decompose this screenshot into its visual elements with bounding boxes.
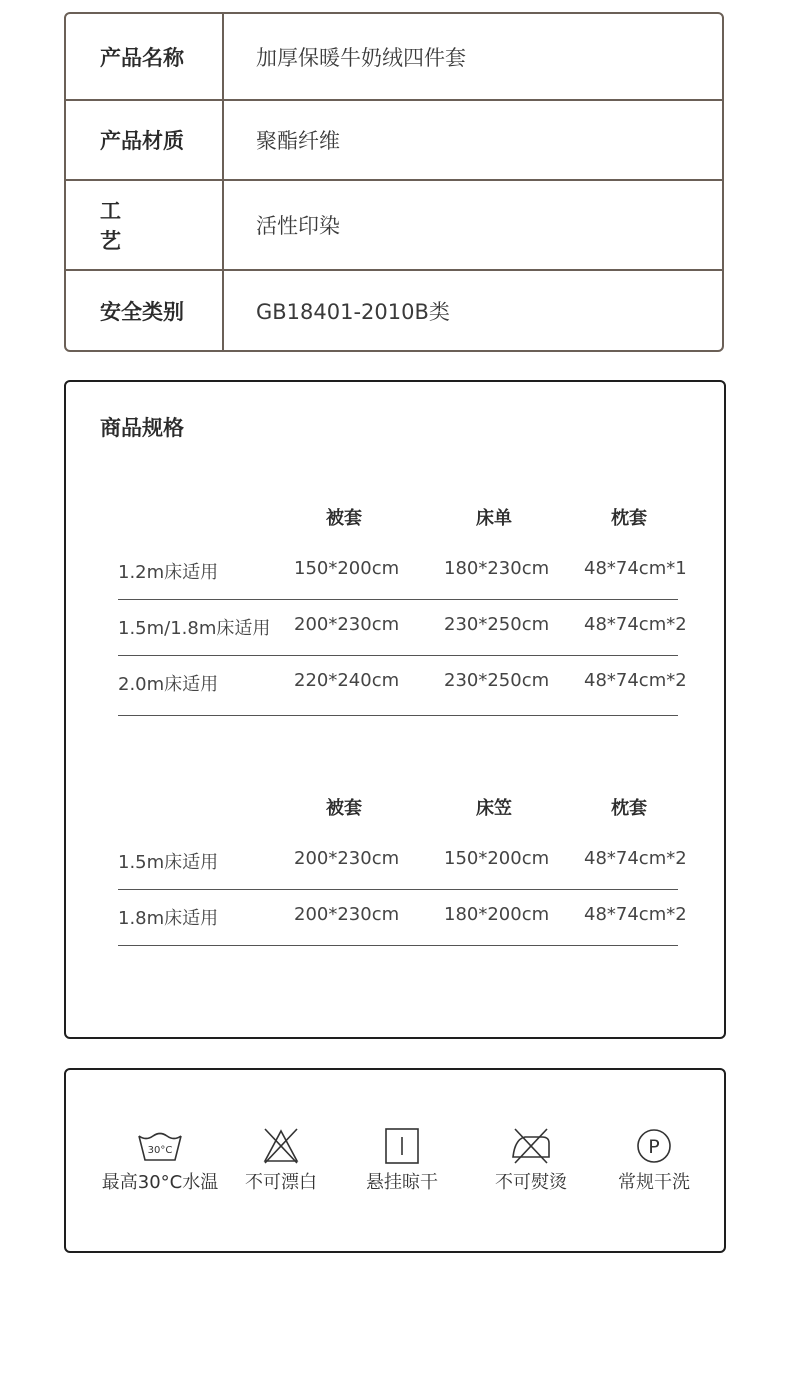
care-label: 悬挂晾干 — [366, 1172, 438, 1193]
table-row — [118, 834, 687, 890]
wash-30-icon — [136, 1126, 184, 1166]
care-label: 常规干洗 — [618, 1172, 690, 1193]
info-row-safety — [66, 270, 722, 352]
table-cell: 1.2m床适用 — [118, 562, 219, 583]
care-label: 最高30°C水温 — [101, 1172, 219, 1193]
table-row — [118, 544, 687, 600]
info-row-process — [66, 180, 722, 269]
table-row — [118, 890, 687, 946]
table-cell: 48*74cm*2 — [584, 614, 687, 635]
table-cell: 48*74cm*2 — [584, 670, 687, 691]
header-cell: 被套 — [326, 798, 362, 819]
info-value: 活性印染 — [256, 213, 340, 238]
info-label: 工艺 — [100, 198, 163, 253]
svg-text:30°C: 30°C — [147, 1145, 173, 1156]
info-label: 产品材质 — [100, 128, 184, 153]
header-cell: 床笠 — [476, 798, 512, 819]
dry-clean-p-icon — [630, 1126, 678, 1166]
table-cell: 230*250cm — [444, 614, 550, 635]
table-cell: 48*74cm*1 — [584, 558, 687, 579]
care-label: 不可熨烫 — [495, 1172, 567, 1193]
info-label: 产品名称 — [100, 45, 184, 70]
header-cell: 床单 — [476, 508, 512, 529]
svg-text:P: P — [648, 1136, 660, 1158]
no-bleach-icon — [257, 1126, 305, 1166]
spec-panel — [64, 380, 726, 1039]
table-cell: 200*230cm — [294, 614, 400, 635]
table-cell: 1.5m/1.8m床适用 — [118, 618, 271, 639]
info-row-name — [66, 14, 722, 99]
table-cell: 230*250cm — [444, 670, 550, 691]
table-cell: 1.8m床适用 — [118, 908, 219, 929]
table-cell: 150*200cm — [444, 848, 550, 869]
info-value: 聚酯纤维 — [256, 128, 340, 153]
care-item-dry-clean — [584, 1126, 724, 1194]
table-cell: 180*230cm — [444, 558, 550, 579]
product-info-table — [64, 12, 724, 352]
care-item-no-iron — [461, 1126, 601, 1194]
care-item-no-bleach — [211, 1126, 351, 1194]
table-cell: 200*230cm — [294, 848, 400, 869]
spec-table-1 — [118, 488, 687, 716]
table-row — [118, 656, 687, 716]
care-panel — [64, 1068, 726, 1253]
spec-table-header — [118, 778, 678, 834]
table-cell: 2.0m床适用 — [118, 674, 219, 695]
care-label: 不可漂白 — [245, 1172, 317, 1193]
spec-title: 商品规格 — [100, 416, 184, 440]
table-cell: 200*230cm — [294, 904, 400, 925]
care-item-line-dry — [332, 1126, 472, 1194]
table-row — [118, 600, 687, 656]
no-iron-icon — [507, 1126, 555, 1166]
table-cell: 180*200cm — [444, 904, 550, 925]
table-cell: 48*74cm*2 — [584, 904, 687, 925]
spec-table-2 — [118, 778, 687, 946]
line-dry-icon — [378, 1126, 426, 1166]
header-cell: 枕套 — [611, 508, 647, 529]
info-value: 加厚保暖牛奶绒四件套 — [256, 45, 466, 70]
info-row-material — [66, 100, 722, 179]
info-label: 安全类别 — [100, 300, 184, 324]
table-cell: 220*240cm — [294, 670, 400, 691]
spec-table-header — [118, 488, 678, 544]
info-value: GB18401-2010B类 — [256, 300, 450, 324]
header-cell: 被套 — [326, 508, 362, 529]
table-cell: 1.5m床适用 — [118, 852, 219, 873]
care-item-wash — [90, 1126, 230, 1194]
table-cell: 48*74cm*2 — [584, 848, 687, 869]
table-cell: 150*200cm — [294, 558, 400, 579]
header-cell: 枕套 — [611, 798, 647, 819]
